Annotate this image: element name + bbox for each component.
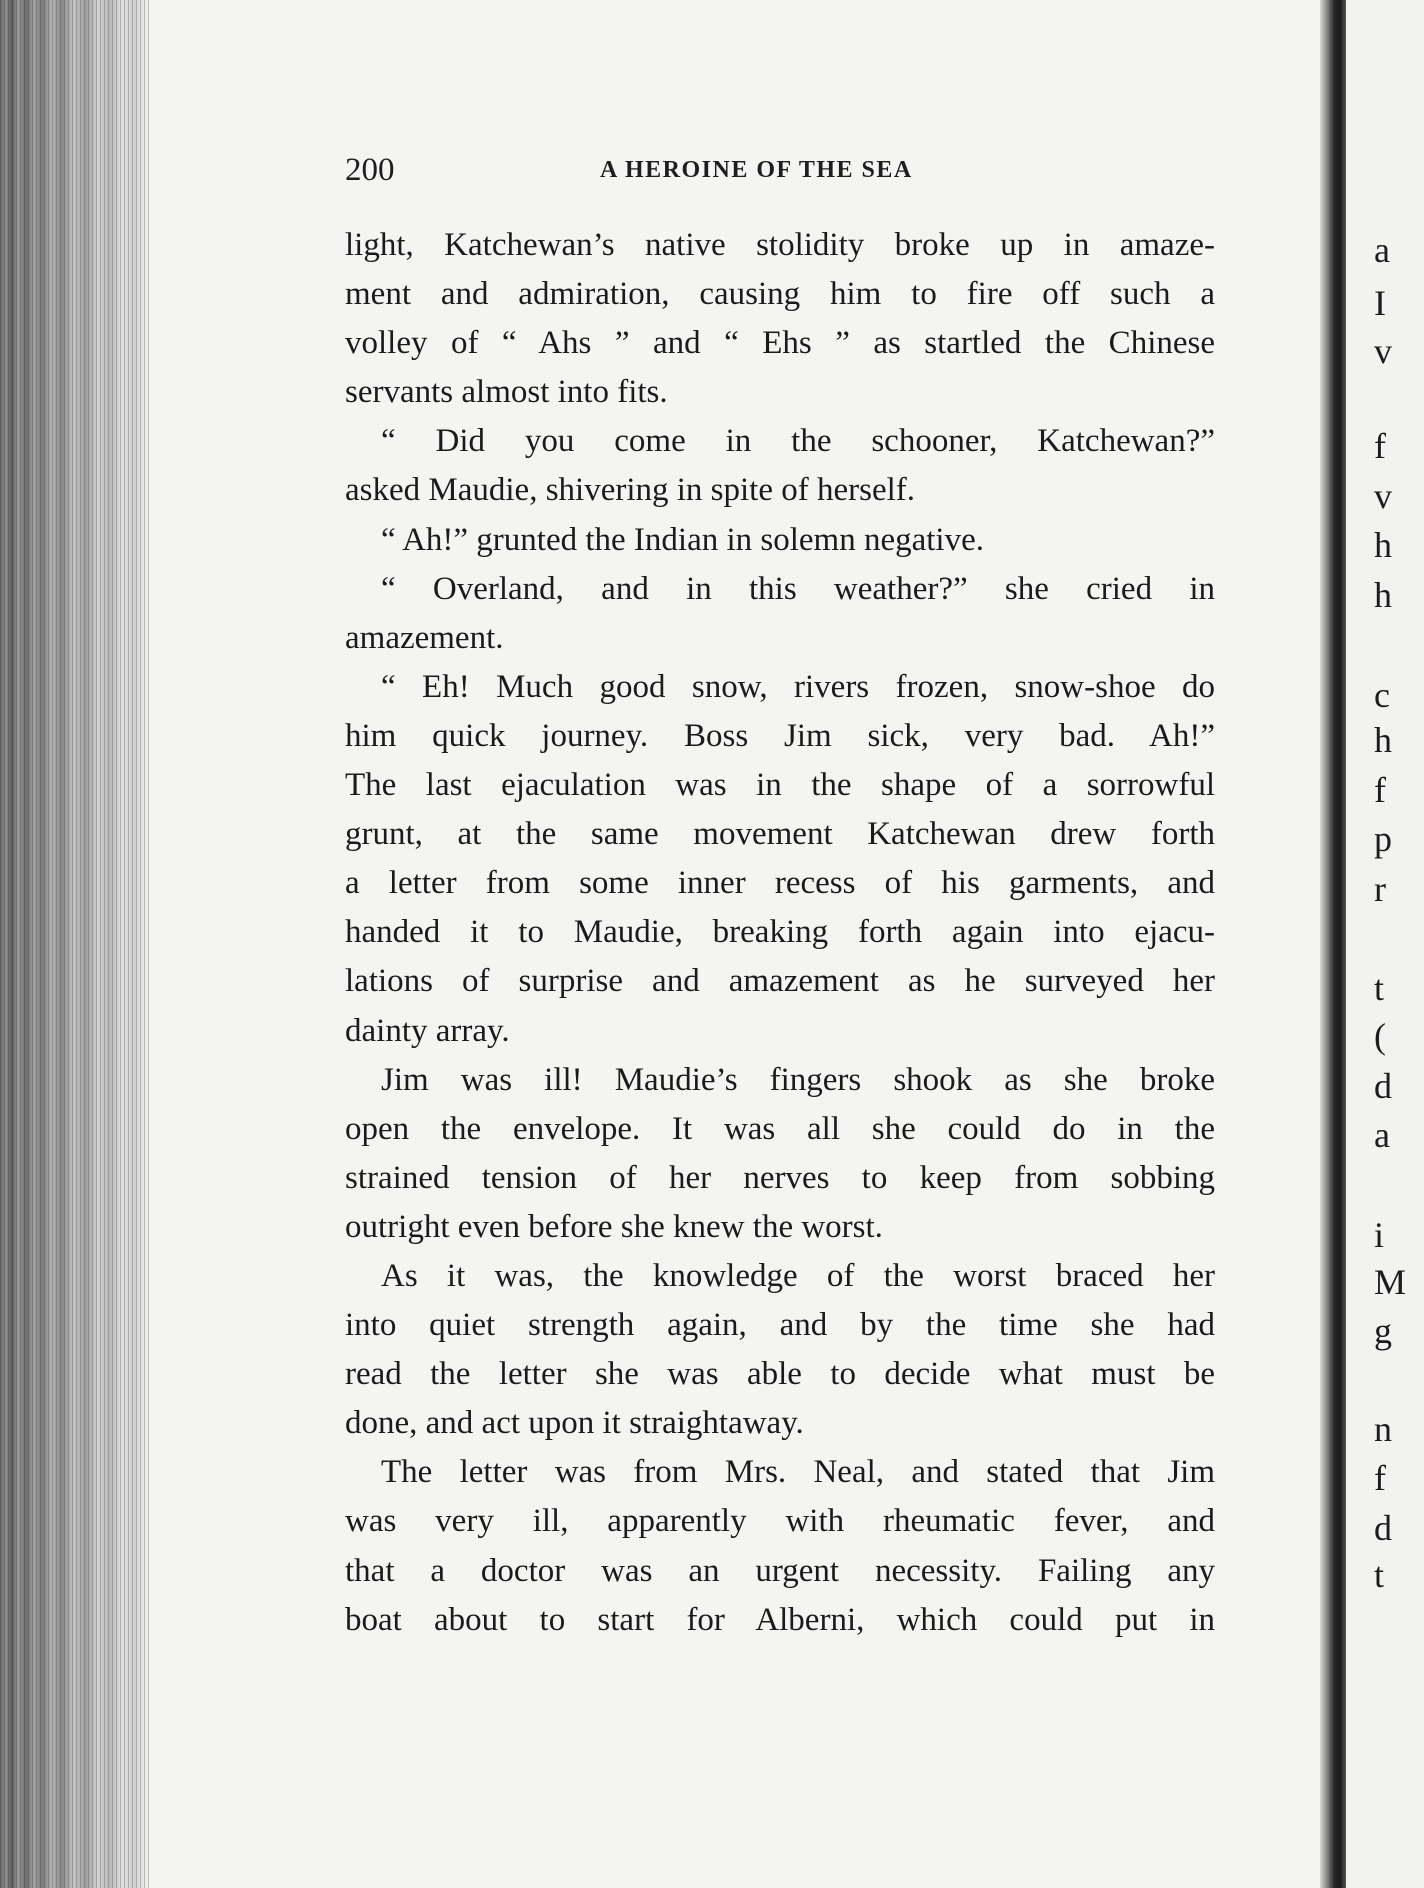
stacked-page-edges <box>0 0 150 1888</box>
facing-page-letter: d <box>1374 1508 1392 1548</box>
facing-page-letter: f <box>1374 426 1386 466</box>
book-page <box>150 0 1320 1888</box>
text-line: open the envelope. It was all she could do in the <box>345 1110 1215 1147</box>
facing-page-letter: n <box>1374 1409 1392 1449</box>
facing-page-letter: f <box>1374 1458 1386 1498</box>
facing-page-letter: a <box>1374 1115 1390 1155</box>
text-line: him quick journey. Boss Jim sick, very bad. Ah!” <box>345 717 1215 754</box>
facing-page-letter: t <box>1374 968 1385 1008</box>
facing-page-letter: a <box>1374 230 1390 270</box>
text-line: outright even before she knew the worst. <box>345 1208 883 1245</box>
text-line: lations of surprise and amazement as he surveyed her <box>345 963 1215 1000</box>
text-line: As it was, the knowledge of the worst braced her <box>381 1257 1215 1294</box>
running-title: A HEROINE OF THE SEA <box>600 157 913 183</box>
facing-page-letter: p <box>1374 819 1392 859</box>
facing-page-letter: h <box>1374 525 1392 565</box>
page-number: 200 <box>345 152 395 188</box>
text-line: “ Did you come in the schooner, Katchewan?” <box>381 423 1215 460</box>
text-line: handed it to Maudie, breaking forth again into ejacu- <box>345 914 1215 951</box>
facing-page-letter: t <box>1374 1555 1385 1595</box>
facing-page-letter: v <box>1374 331 1392 371</box>
text-line: into quiet strength again, and by the time she had <box>345 1307 1215 1344</box>
facing-page-letter: d <box>1374 1066 1392 1106</box>
page-header <box>345 152 1100 196</box>
text-line: asked Maudie, shivering in spite of herself. <box>345 472 916 509</box>
text-line: “ Ah!” grunted the Indian in solemn negative. <box>381 521 984 558</box>
facing-page-letter: M <box>1374 1262 1407 1302</box>
text-line: read the letter she was able to decide what must be <box>345 1356 1215 1393</box>
text-line: The letter was from Mrs. Neal, and stated that Jim <box>381 1454 1215 1491</box>
text-line: Jim was ill! Maudie’s fingers shook as she broke <box>381 1061 1215 1098</box>
text-line: boat about to start for Alberni, which could put in <box>345 1601 1215 1638</box>
facing-page-letter: h <box>1374 720 1392 760</box>
facing-page-edge <box>1346 0 1424 1888</box>
text-line: was very ill, apparently with rheumatic fever, and <box>345 1503 1215 1540</box>
book-gutter <box>1320 0 1346 1888</box>
text-line: grunt, at the same movement Katchewan drew forth <box>345 816 1215 853</box>
text-line: amazement. <box>345 619 504 656</box>
facing-page-letter: i <box>1374 1215 1385 1255</box>
page-body-text <box>345 221 1215 1645</box>
facing-page-letter: h <box>1374 575 1392 615</box>
text-line: strained tension of her nerves to keep from sobbing <box>345 1159 1215 1196</box>
text-line: “ Overland, and in this weather?” she cried in <box>381 570 1215 607</box>
text-line: servants almost into fits. <box>345 374 668 411</box>
facing-page-letter: f <box>1374 770 1386 810</box>
text-line: done, and act upon it straightaway. <box>345 1405 804 1442</box>
facing-page-letter: I <box>1374 283 1386 323</box>
text-line: that a doctor was an urgent necessity. Failing any <box>345 1552 1215 1589</box>
facing-page-letter: ( <box>1374 1016 1386 1056</box>
text-line: “ Eh! Much good snow, rivers frozen, snow-shoe do <box>381 668 1215 705</box>
facing-page-letter: r <box>1374 869 1386 909</box>
text-line: The last ejaculation was in the shape of a sorrowful <box>345 767 1215 804</box>
facing-page-letter: c <box>1374 675 1390 715</box>
facing-page-letter: v <box>1374 476 1392 516</box>
text-line: a letter from some inner recess of his garments, and <box>345 865 1215 902</box>
text-line: light, Katchewan’s native stolidity broke up in amaze- <box>345 227 1215 263</box>
facing-page-letter: g <box>1374 1311 1392 1351</box>
text-line: ment and admiration, causing him to fire off such a <box>345 276 1215 313</box>
text-line: dainty array. <box>345 1012 510 1049</box>
text-line: volley of “ Ahs ” and “ Ehs ” as startled the Chinese <box>345 325 1215 362</box>
